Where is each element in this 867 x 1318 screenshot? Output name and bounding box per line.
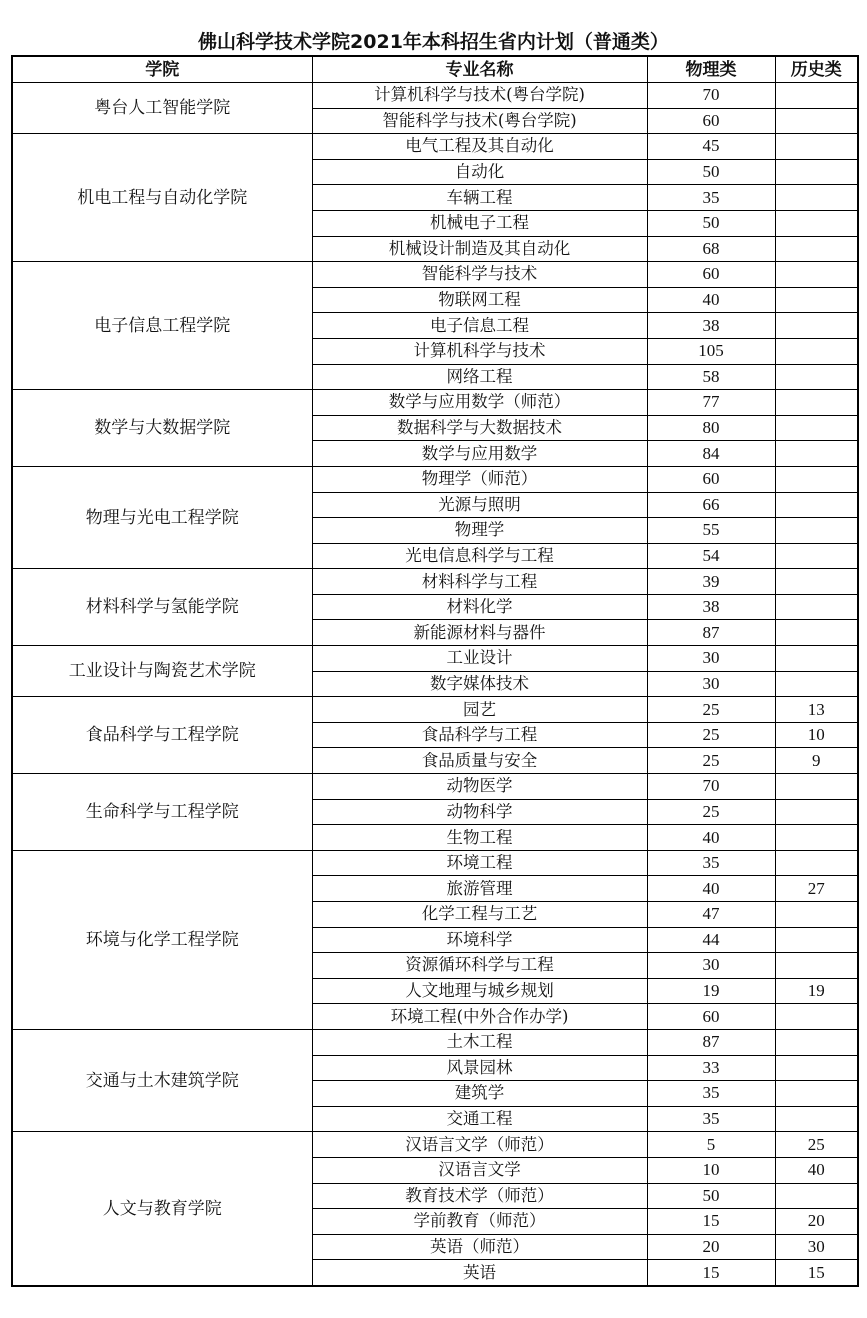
major-name: 动物科学 xyxy=(312,799,647,825)
table-header-row xyxy=(12,56,858,83)
college-name: 环境与化学工程学院 xyxy=(12,850,312,1029)
history-quota xyxy=(775,1004,858,1030)
college-name: 生命科学与工程学院 xyxy=(12,774,312,851)
major-name: 环境工程(中外合作办学) xyxy=(312,1004,647,1030)
header-major: 专业名称 xyxy=(312,56,647,83)
physics-quota: 15 xyxy=(647,1209,775,1235)
major-name: 物联网工程 xyxy=(312,287,647,313)
physics-quota: 55 xyxy=(647,518,775,544)
physics-quota: 80 xyxy=(647,415,775,441)
history-quota xyxy=(775,1106,858,1132)
history-quota xyxy=(775,543,858,569)
physics-quota: 25 xyxy=(647,697,775,723)
major-name: 人文地理与城乡规划 xyxy=(312,978,647,1004)
physics-quota: 44 xyxy=(647,927,775,953)
history-quota xyxy=(775,338,858,364)
history-quota xyxy=(775,159,858,185)
history-quota xyxy=(775,390,858,416)
major-name: 资源循环科学与工程 xyxy=(312,953,647,979)
physics-quota: 30 xyxy=(647,646,775,672)
major-name: 交通工程 xyxy=(312,1106,647,1132)
major-name: 光源与照明 xyxy=(312,492,647,518)
history-quota xyxy=(775,441,858,467)
physics-quota: 50 xyxy=(647,210,775,236)
physics-quota: 87 xyxy=(647,620,775,646)
history-quota: 19 xyxy=(775,978,858,1004)
history-quota xyxy=(775,927,858,953)
major-name: 数学与应用数学 xyxy=(312,441,647,467)
major-name: 计算机科学与技术 xyxy=(312,338,647,364)
major-name: 建筑学 xyxy=(312,1081,647,1107)
history-quota xyxy=(775,83,858,109)
major-name: 计算机科学与技术(粤台学院) xyxy=(312,83,647,109)
physics-quota: 25 xyxy=(647,799,775,825)
college-name: 交通与土木建筑学院 xyxy=(12,1029,312,1131)
physics-quota: 33 xyxy=(647,1055,775,1081)
physics-quota: 40 xyxy=(647,876,775,902)
major-name: 数字媒体技术 xyxy=(312,671,647,697)
table-row xyxy=(12,262,858,288)
major-name: 物理学 xyxy=(312,518,647,544)
history-quota xyxy=(775,850,858,876)
history-quota xyxy=(775,594,858,620)
physics-quota: 38 xyxy=(647,313,775,339)
page-title: 佛山科学技术学院2021年本科招生省内计划（普通类） xyxy=(198,31,669,53)
physics-quota: 66 xyxy=(647,492,775,518)
major-name: 土木工程 xyxy=(312,1029,647,1055)
major-name: 生物工程 xyxy=(312,825,647,851)
major-name: 园艺 xyxy=(312,697,647,723)
history-quota xyxy=(775,1183,858,1209)
history-quota xyxy=(775,1029,858,1055)
history-quota xyxy=(775,825,858,851)
major-name: 数据科学与大数据技术 xyxy=(312,415,647,441)
table-row xyxy=(12,1132,858,1158)
history-quota: 40 xyxy=(775,1157,858,1183)
college-name: 食品科学与工程学院 xyxy=(12,697,312,774)
major-name: 环境工程 xyxy=(312,850,647,876)
physics-quota: 60 xyxy=(647,262,775,288)
history-quota: 13 xyxy=(775,697,858,723)
history-quota xyxy=(775,774,858,800)
physics-quota: 38 xyxy=(647,594,775,620)
history-quota xyxy=(775,492,858,518)
history-quota xyxy=(775,287,858,313)
header-physics: 物理类 xyxy=(647,56,775,83)
physics-quota: 35 xyxy=(647,1081,775,1107)
history-quota xyxy=(775,210,858,236)
physics-quota: 58 xyxy=(647,364,775,390)
history-quota xyxy=(775,262,858,288)
physics-quota: 40 xyxy=(647,287,775,313)
major-name: 车辆工程 xyxy=(312,185,647,211)
history-quota xyxy=(775,313,858,339)
table-row xyxy=(12,1029,858,1055)
major-name: 汉语言文学（师范） xyxy=(312,1132,647,1158)
major-name: 数学与应用数学（师范） xyxy=(312,390,647,416)
major-name: 风景园林 xyxy=(312,1055,647,1081)
major-name: 机械电子工程 xyxy=(312,210,647,236)
major-name: 教育技术学（师范） xyxy=(312,1183,647,1209)
table-row xyxy=(12,83,858,109)
table-row xyxy=(12,774,858,800)
major-name: 环境科学 xyxy=(312,927,647,953)
physics-quota: 70 xyxy=(647,774,775,800)
college-name: 粤台人工智能学院 xyxy=(12,83,312,134)
major-name: 食品科学与工程 xyxy=(312,722,647,748)
history-quota: 15 xyxy=(775,1260,858,1286)
history-quota xyxy=(775,620,858,646)
history-quota xyxy=(775,953,858,979)
table-row xyxy=(12,697,858,723)
physics-quota: 87 xyxy=(647,1029,775,1055)
physics-quota: 60 xyxy=(647,466,775,492)
table-row xyxy=(12,569,858,595)
history-quota: 9 xyxy=(775,748,858,774)
table-row xyxy=(12,390,858,416)
college-name: 工业设计与陶瓷艺术学院 xyxy=(12,646,312,697)
major-name: 网络工程 xyxy=(312,364,647,390)
history-quota xyxy=(775,236,858,262)
major-name: 化学工程与工艺 xyxy=(312,902,647,928)
table-body xyxy=(12,83,858,1286)
history-quota xyxy=(775,364,858,390)
major-name: 汉语言文学 xyxy=(312,1157,647,1183)
history-quota xyxy=(775,134,858,160)
history-quota: 30 xyxy=(775,1234,858,1260)
major-name: 英语 xyxy=(312,1260,647,1286)
major-name: 工业设计 xyxy=(312,646,647,672)
major-name: 材料化学 xyxy=(312,594,647,620)
major-name: 电气工程及其自动化 xyxy=(312,134,647,160)
major-name: 自动化 xyxy=(312,159,647,185)
history-quota xyxy=(775,108,858,134)
physics-quota: 54 xyxy=(647,543,775,569)
college-name: 电子信息工程学院 xyxy=(12,262,312,390)
major-name: 电子信息工程 xyxy=(312,313,647,339)
table-row xyxy=(12,646,858,672)
major-name: 机械设计制造及其自动化 xyxy=(312,236,647,262)
history-quota xyxy=(775,799,858,825)
physics-quota: 60 xyxy=(647,108,775,134)
physics-quota: 47 xyxy=(647,902,775,928)
physics-quota: 50 xyxy=(647,1183,775,1209)
physics-quota: 60 xyxy=(647,1004,775,1030)
physics-quota: 105 xyxy=(647,338,775,364)
table-row xyxy=(12,134,858,160)
physics-quota: 35 xyxy=(647,1106,775,1132)
major-name: 智能科学与技术 xyxy=(312,262,647,288)
physics-quota: 10 xyxy=(647,1157,775,1183)
physics-quota: 15 xyxy=(647,1260,775,1286)
header-history: 历史类 xyxy=(775,56,858,83)
college-name: 人文与教育学院 xyxy=(12,1132,312,1286)
history-quota xyxy=(775,902,858,928)
major-name: 学前教育（师范） xyxy=(312,1209,647,1235)
major-name: 新能源材料与器件 xyxy=(312,620,647,646)
major-name: 物理学（师范） xyxy=(312,466,647,492)
major-name: 光电信息科学与工程 xyxy=(312,543,647,569)
college-name: 机电工程与自动化学院 xyxy=(12,134,312,262)
college-name: 数学与大数据学院 xyxy=(12,390,312,467)
physics-quota: 39 xyxy=(647,569,775,595)
history-quota xyxy=(775,185,858,211)
physics-quota: 25 xyxy=(647,748,775,774)
physics-quota: 45 xyxy=(647,134,775,160)
history-quota: 25 xyxy=(775,1132,858,1158)
physics-quota: 25 xyxy=(647,722,775,748)
major-name: 材料科学与工程 xyxy=(312,569,647,595)
major-name: 旅游管理 xyxy=(312,876,647,902)
history-quota: 20 xyxy=(775,1209,858,1235)
header-college: 学院 xyxy=(12,56,312,83)
major-name: 动物医学 xyxy=(312,774,647,800)
history-quota xyxy=(775,671,858,697)
major-name: 英语（师范） xyxy=(312,1234,647,1260)
physics-quota: 70 xyxy=(647,83,775,109)
physics-quota: 40 xyxy=(647,825,775,851)
table-row xyxy=(12,466,858,492)
history-quota xyxy=(775,1055,858,1081)
history-quota xyxy=(775,518,858,544)
history-quota xyxy=(775,415,858,441)
history-quota xyxy=(775,646,858,672)
college-name: 物理与光电工程学院 xyxy=(12,466,312,568)
physics-quota: 35 xyxy=(647,850,775,876)
history-quota: 27 xyxy=(775,876,858,902)
enrollment-plan-table xyxy=(11,55,859,1287)
major-name: 智能科学与技术(粤台学院) xyxy=(312,108,647,134)
major-name: 食品质量与安全 xyxy=(312,748,647,774)
physics-quota: 20 xyxy=(647,1234,775,1260)
college-name: 材料科学与氢能学院 xyxy=(12,569,312,646)
physics-quota: 68 xyxy=(647,236,775,262)
history-quota xyxy=(775,1081,858,1107)
physics-quota: 30 xyxy=(647,953,775,979)
physics-quota: 84 xyxy=(647,441,775,467)
history-quota xyxy=(775,569,858,595)
physics-quota: 30 xyxy=(647,671,775,697)
physics-quota: 35 xyxy=(647,185,775,211)
history-quota: 10 xyxy=(775,722,858,748)
physics-quota: 5 xyxy=(647,1132,775,1158)
table-row xyxy=(12,850,858,876)
physics-quota: 77 xyxy=(647,390,775,416)
physics-quota: 50 xyxy=(647,159,775,185)
history-quota xyxy=(775,466,858,492)
physics-quota: 19 xyxy=(647,978,775,1004)
